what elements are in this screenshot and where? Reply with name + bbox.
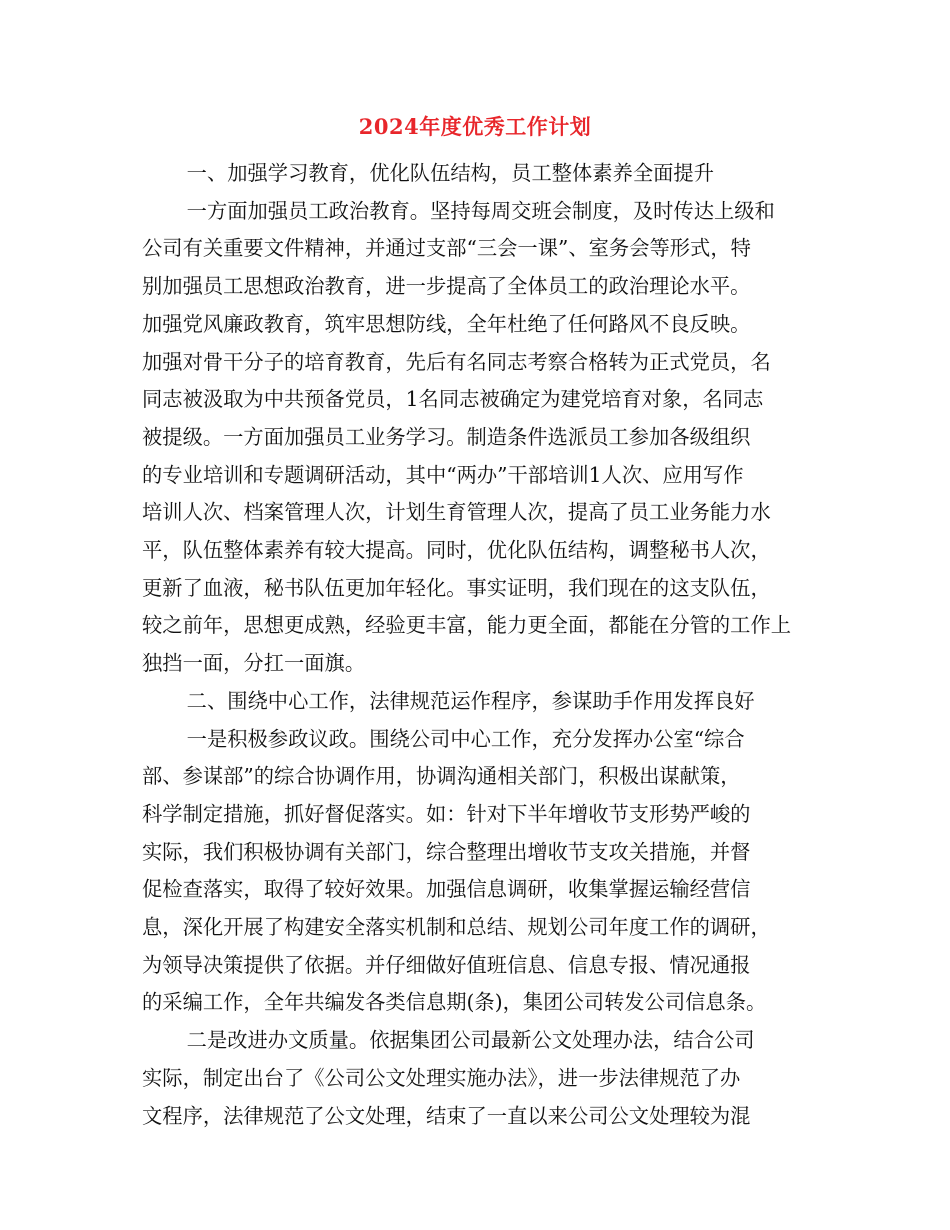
document-title: 2024年度优秀工作计划	[358, 114, 592, 139]
document-body	[142, 155, 802, 1135]
section-heading-2: 二、围绕中心工作，法律规范运作程序，参谋助手作用发挥良好	[186, 688, 755, 713]
paragraph-2: 一是积极参政议政。围绕公司中心工作，充分发挥办公室“综合 部、参谋部”的综合协调作用，协调沟通相关部门，积极出谋献策， 科学制定措施，抓好督促落实。如：针对下半年增收节支形势严峻的 实际，我们积极协调有关部门，综合整理出增收节支攻关措施，并督 促检查落实，取得了较好效果。加强信息调研，收集掌握运输经营信 息，深化开展了构建安全落实机制和总结、规划公司年度工作的调研， 为领导决策提供了依据。并仔细做好值班信息、信息专报、情况通报 的采编工作，全年共编发各类信息期(条)，集团公司转发公司信息条。	[142, 726, 771, 1015]
paragraph-1: 一方面加强员工政治教育。坚持每周交班会制度，及时传达上级和 公司有关重要文件精神，并通过支部“三会一课”、室务会等形式，特 别加强员工思想政治教育，进一步提高了全体员工的政治理论水平。 加强党风廉政教育，筑牢思想防线，全年杜绝了任何路风不良反映。 加强对骨干分子的培育教育，先后有名同志考察合格转为正式党员，名 同志被汲取为中共预备党员，1名同志被确定为建党培育对象，名同志 被提级。一方面加强员工业务学习。制造条件选派员工参加各级组织 的专业培训和专题调研活动，其中“两办”干部培训1人次、应用写作 培训人次、档案管理人次，计划生育管理人次，提高了员工业务能力水 平，队伍整体素养有较大提高。同时，优化队伍结构，调整秘书人次， 更新了血液，秘书队伍更加年轻化。事实证明，我们现在的这支队伍， 较之前年，思想更成熟，经验更丰富，能力更全面，都能在分管的工作上 独挡一面，分扛一面旗。	[142, 198, 792, 676]
paragraph-3: 二是改进办文质量。依据集团公司最新公文处理办法，结合公司 实际，制定出台了《公司公文处理实施办法》，进一步法律规范了办 文程序，法律规范了公文处理，结束了一直以来公司公文处理较为混	[142, 1028, 755, 1128]
section-heading-1: 一、加强学习教育，优化队伍结构，员工整体素养全面提升	[186, 161, 714, 185]
